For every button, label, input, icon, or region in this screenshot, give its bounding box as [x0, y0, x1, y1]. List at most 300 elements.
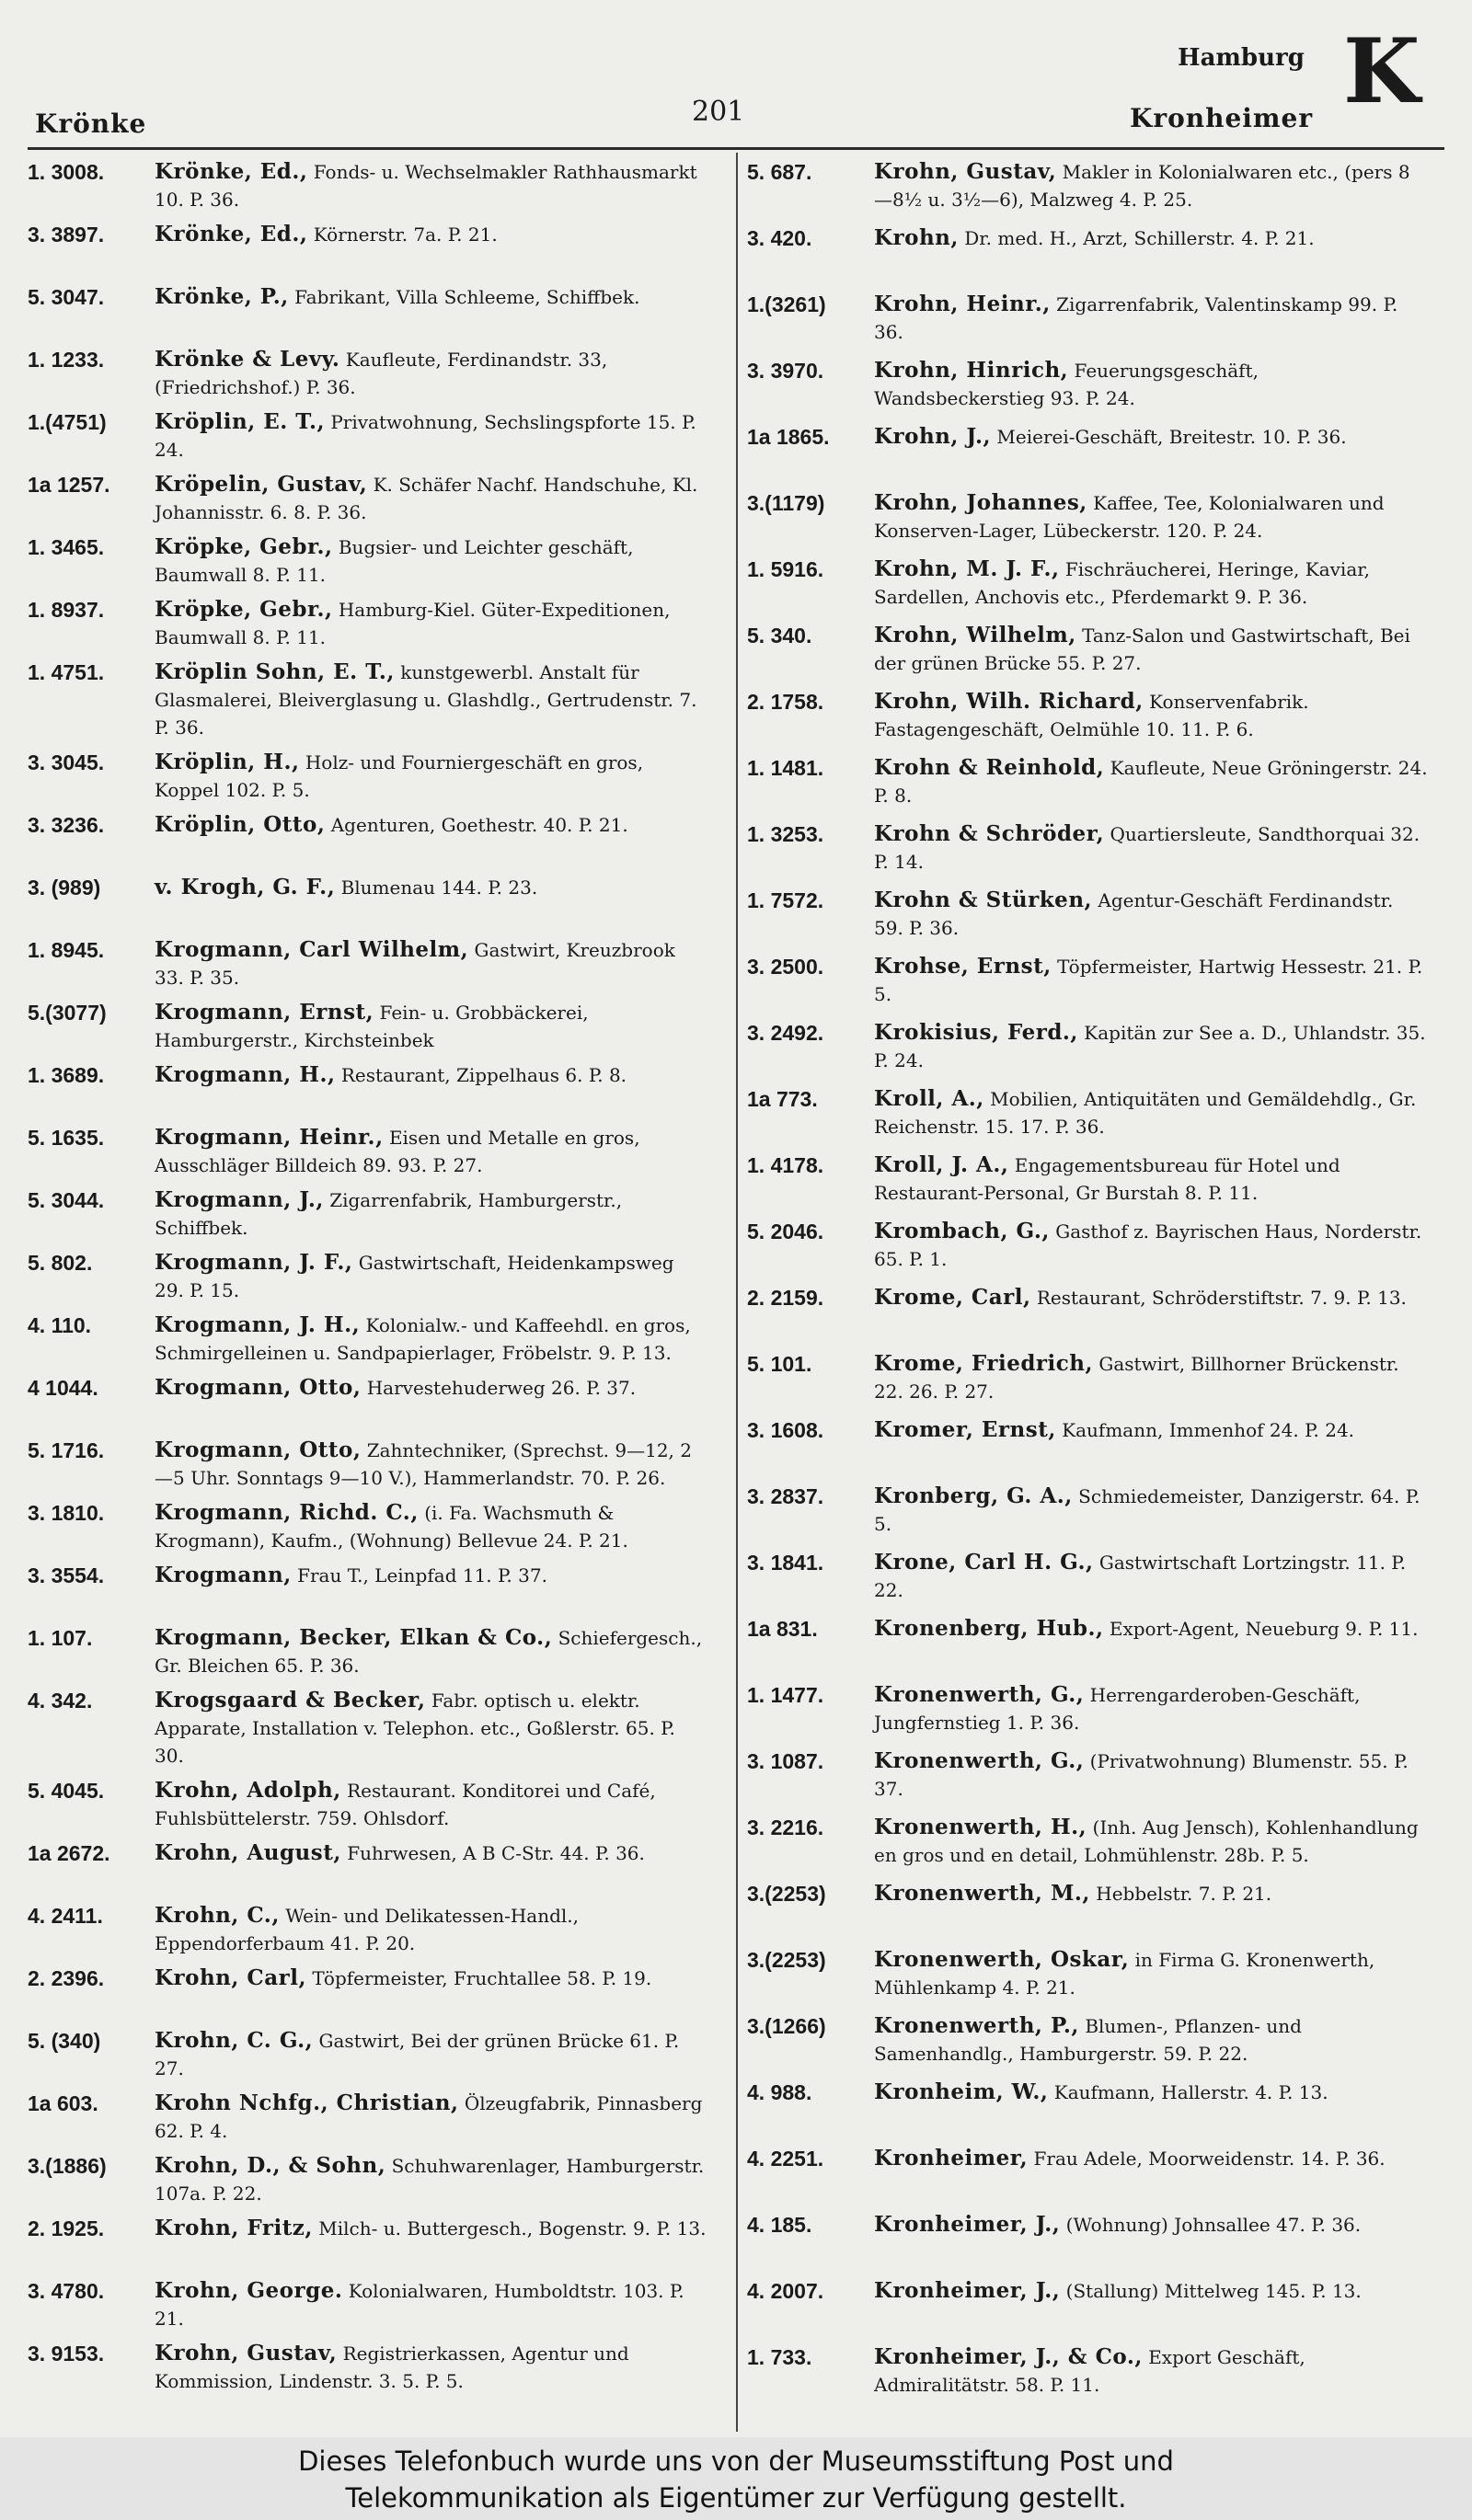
directory-entry — [747, 158, 1428, 213]
entry-phone-number: 1.(4751) — [28, 410, 107, 434]
entry-body — [874, 423, 1428, 451]
entry-name: Krogmann, Heinr., — [155, 1125, 384, 1150]
entry-name: Krombach, G., — [874, 1219, 1050, 1243]
entry-details: Zigarrenfabrik, Valentinskamp 99. P. 36. — [874, 293, 1398, 343]
entry-details: Restaurant, Zippelhaus 6. P. 8. — [340, 1064, 627, 1086]
entry-details: Kolonialwaren, Humboldtstr. 103. P. 21. — [155, 2280, 684, 2330]
entry-phone-number: 1. 3689. — [28, 1063, 105, 1087]
entry-name: Krohn, M. J. F., — [874, 556, 1060, 581]
entry-name: Krönke & Levy. — [155, 347, 340, 372]
entry-name: Krone, Carl H. G., — [874, 1550, 1094, 1575]
entry-details: Gastwirt, Billhorner Brückenstr. 22. 26. P. 27. — [874, 1353, 1399, 1403]
entry-details: Gasthof z. Bayrischen Haus, Norderstr. 65. P. 1. — [874, 1220, 1422, 1270]
directory-entry — [747, 556, 1428, 611]
entry-phone-number: 1. 4178. — [747, 1153, 824, 1177]
entry-details: Feuerungsgeschäft, Wandsbeckerstieg 93. P. 24. — [874, 360, 1259, 409]
entry-phone-number: 5.(3077) — [28, 1001, 107, 1025]
entry-details: Fabr. optisch u. elektr. Apparate, Installation v. Telephon. etc., Goßlerstr. 65. P. 30. — [155, 1690, 675, 1767]
entry-details: (Stallung) Mittelweg 145. P. 13. — [1065, 2280, 1362, 2302]
directory-entry — [28, 659, 708, 741]
directory-entry — [28, 1186, 708, 1242]
entry-phone-number: 3. 2500. — [747, 955, 824, 979]
entry-details: Fuhrwesen, A B C-Str. 44. P. 36. — [347, 1842, 645, 1864]
entry-phone-number: 4. 2251. — [747, 2147, 824, 2171]
entry-details: kunstgewerbl. Anstalt für Glasmalerei, Bleiverglasung u. Glashdlg., Gertrudenstr. 7. P. 36. — [155, 661, 697, 739]
entry-phone-number: 1a 1257. — [28, 473, 110, 497]
entry-body — [155, 659, 708, 741]
entry-body — [874, 1218, 1428, 1273]
entry-body — [874, 622, 1428, 677]
directory-entry — [747, 1218, 1428, 1273]
entry-body — [155, 1124, 708, 1179]
entry-phone-number: 3. 9153. — [28, 2342, 105, 2365]
entry-body — [155, 1437, 708, 1492]
entry-body — [155, 1839, 708, 1867]
entry-phone-number: 4 1044. — [28, 1376, 98, 1400]
entry-name: Krohn, Carl, — [155, 1965, 306, 1990]
directory-entry — [747, 754, 1428, 809]
entry-name: Krohn, C., — [155, 1903, 280, 1928]
entry-phone-number: 3. 3970. — [747, 359, 824, 383]
entry-name: Krönke, P., — [155, 284, 289, 309]
entry-body — [155, 1374, 708, 1402]
directory-entry — [747, 1416, 1428, 1472]
entry-details: Wein- und Delikatessen-Handl., Eppendorferbaum 41. P. 20. — [155, 1905, 580, 1954]
entry-phone-number: 5. 687. — [747, 160, 812, 184]
entry-phone-number: 1. 3253. — [747, 822, 824, 846]
directory-entry — [747, 1483, 1428, 1538]
entry-name: Kronenwerth, P., — [874, 2013, 1079, 2038]
entry-phone-number: 4. 342. — [28, 1689, 93, 1712]
entry-details: Herrengarderoben-Geschäft, Jungfernstieg 1. P. 36. — [874, 1684, 1361, 1734]
directory-entry — [747, 688, 1428, 743]
entry-phone-number: 4. 110. — [28, 1313, 92, 1337]
entry-body — [155, 1687, 708, 1770]
entry-name: Krohn, J., — [874, 424, 992, 449]
entry-phone-number: 5. 3044. — [28, 1188, 105, 1212]
entry-body — [874, 556, 1428, 611]
entry-name: Krohn, Gustav, — [874, 159, 1057, 184]
entry-phone-number: 2. 2396. — [28, 1966, 105, 1990]
entry-name: Krohse, Ernst, — [874, 954, 1052, 979]
entry-body — [155, 1902, 708, 1957]
entry-phone-number: 1. 107. — [28, 1626, 93, 1650]
entry-body — [874, 2145, 1428, 2172]
entry-details: (i. Fa. Wachsmuth & Krogmann), Kaufm., (Wohnung) Bellevue 24. P. 21. — [155, 1502, 628, 1552]
entry-phone-number: 3. 1608. — [747, 1418, 824, 1442]
entry-phone-number: 5. 101. — [747, 1352, 812, 1376]
section-letter: K — [1343, 19, 1420, 123]
entry-details: Export-Agent, Neueburg 9. P. 11. — [1109, 1618, 1419, 1640]
entry-phone-number: 4. 185. — [747, 2213, 812, 2237]
directory-entry — [28, 1777, 708, 1832]
directory-entry — [747, 1747, 1428, 1803]
entry-details: Konservenfabrik. Fastagengeschäft, Oelmühle 10. 11. P. 6. — [874, 691, 1309, 740]
entry-name: Krohn, Gustav, — [155, 2341, 338, 2365]
entry-name: Kronheimer, J., & Co., — [874, 2344, 1143, 2369]
entry-details: Schiefergesch., Gr. Bleichen 65. P. 36. — [155, 1627, 703, 1677]
entry-name: Kronenwerth, H., — [874, 1815, 1087, 1839]
entry-name: Krogmann, Carl Wilhelm, — [155, 937, 469, 962]
entry-body — [155, 1777, 708, 1832]
directory-entry — [747, 2277, 1428, 2332]
entry-body — [155, 1249, 708, 1304]
directory-entry — [28, 2215, 708, 2270]
entry-phone-number: 3. 2492. — [747, 1021, 824, 1045]
entry-phone-number: 3. 2216. — [747, 1816, 824, 1839]
entry-body — [155, 1312, 708, 1367]
directory-entry — [28, 596, 708, 651]
entry-body — [874, 953, 1428, 1008]
entry-name: Kröpelin, Gustav, — [155, 472, 368, 497]
entry-name: Krönke, Ed., — [155, 159, 308, 184]
entry-phone-number: 4. 2411. — [28, 1904, 103, 1928]
entry-name: Kronheimer, — [874, 2146, 1029, 2171]
entry-body — [155, 408, 708, 464]
entry-body — [874, 820, 1428, 876]
entry-body — [874, 1747, 1428, 1803]
entry-phone-number: 5. 4045. — [28, 1779, 105, 1803]
entry-details: Milch- u. Buttergesch., Bogenstr. 9. P. 13. — [318, 2217, 707, 2239]
entry-name: Krogmann, J. F., — [155, 1250, 353, 1275]
directory-entry — [28, 1687, 708, 1770]
directory-entry — [747, 1549, 1428, 1604]
directory-entry — [747, 423, 1428, 478]
entry-name: Krokisius, Ferd., — [874, 1020, 1078, 1045]
entry-phone-number: 3.(1179) — [747, 491, 825, 515]
entry-body — [155, 2027, 708, 2082]
footer-line-2: Telekommunikation als Eigentümer zur Verfügung gestellt. — [345, 2482, 1127, 2514]
directory-entry — [747, 2343, 1428, 2399]
entry-name: Krogmann, — [155, 1563, 292, 1587]
entry-details: Privatwohnung, Sechslingspforte 15. P. 24. — [155, 411, 696, 461]
entry-name: Krohn & Reinhold, — [874, 755, 1105, 780]
entry-body — [155, 1964, 708, 1992]
entry-body — [874, 158, 1428, 213]
directory-entry — [747, 2012, 1428, 2068]
entry-body — [874, 2343, 1428, 2399]
directory-entry — [28, 1902, 708, 1957]
entry-details: Fischräucherei, Heringe, Kaviar, Sardellen, Anchovis etc., Pferdemarkt 9. P. 36. — [874, 558, 1370, 608]
entry-details: Gastwirtschaft Lortzingstr. 11. P. 22. — [874, 1552, 1407, 1601]
entry-details: Körnerstr. 7a. P. 21. — [313, 223, 498, 246]
entry-details: Blumenau 144. P. 23. — [340, 876, 538, 899]
entry-name: Krohn Nchfg., Christian, — [155, 2090, 459, 2115]
right-column — [747, 158, 1428, 2410]
entry-body — [155, 936, 708, 991]
entry-name: Kronenwerth, Oskar, — [874, 1947, 1130, 1972]
entry-phone-number: 3.(1266) — [747, 2014, 826, 2038]
entry-body — [874, 357, 1428, 412]
entry-name: Krohn, D., & Sohn, — [155, 2153, 386, 2178]
entry-phone-number: 5. 340. — [747, 624, 812, 647]
entry-details: Frau Adele, Moorweidenstr. 14. P. 36. — [1033, 2148, 1386, 2170]
entry-details: Agenturen, Goethestr. 40. P. 21. — [330, 814, 628, 836]
directory-entry — [28, 1499, 708, 1554]
entry-phone-number: 1. 1477. — [747, 1683, 824, 1707]
directory-entry — [28, 1562, 708, 1617]
directory-entry — [747, 1946, 1428, 2001]
entry-details: Zigarrenfabrik, Hamburgerstr., Schiffbek. — [155, 1189, 623, 1239]
entry-body — [155, 811, 708, 839]
directory-entry — [747, 887, 1428, 942]
entry-phone-number: 1a 773. — [747, 1087, 818, 1111]
entry-body — [874, 1681, 1428, 1736]
entry-name: Kronberg, G. A., — [874, 1483, 1073, 1508]
entry-phone-number: 3. 3897. — [28, 223, 105, 246]
entry-name: Krohn, Adolph, — [155, 1778, 341, 1803]
entry-details: Mobilien, Antiquitäten und Gemäldehdlg., Gr. Reichenstr. 15. 17. P. 36. — [874, 1088, 1417, 1138]
entry-name: Krogmann, H., — [155, 1062, 336, 1087]
entry-body — [874, 1615, 1428, 1643]
entry-name: Kröplin, Otto, — [155, 812, 326, 837]
entry-name: Kröpke, Gebr., — [155, 597, 333, 622]
entry-details: Frau T., Leinpfad 11. P. 37. — [297, 1564, 547, 1586]
entry-body — [155, 158, 708, 213]
directory-entry — [28, 221, 708, 276]
entry-details: (Privatwohnung) Blumenstr. 55. P. 37. — [874, 1750, 1409, 1800]
entry-name: Krome, Carl, — [874, 1285, 1031, 1310]
entry-phone-number: 2. 1758. — [747, 690, 824, 714]
directory-entry — [747, 1019, 1428, 1074]
entry-name: Kroll, A., — [874, 1086, 984, 1111]
entry-details: in Firma G. Kronenwerth, Mühlenkamp 4. P. 21. — [874, 1949, 1375, 1999]
directory-entry — [747, 820, 1428, 876]
entry-name: Krönke, Ed., — [155, 222, 308, 246]
entry-body — [874, 2079, 1428, 2106]
entry-name: v. Krogh, G. F., — [155, 875, 336, 899]
directory-entry — [28, 408, 708, 464]
entry-phone-number: 3. 2837. — [747, 1484, 824, 1508]
entry-name: Krohn, Heinr., — [874, 292, 1051, 316]
entry-details: Schmiedemeister, Danzigerstr. 64. P. 5. — [874, 1485, 1420, 1535]
directory-entry — [28, 2152, 708, 2207]
entry-details: K. Schäfer Nachf. Handschuhe, Kl. Johannisstr. 6. 8. P. 36. — [155, 474, 698, 523]
entry-phone-number: 5. 2046. — [747, 1220, 824, 1243]
entry-phone-number: 1. 3465. — [28, 535, 105, 559]
entry-details: Fonds- u. Wechselmakler Rathhausmarkt 10. P. 36. — [155, 161, 697, 211]
entry-details: Eisen und Metalle en gros, Ausschläger Billdeich 89. 93. P. 27. — [155, 1127, 640, 1176]
entry-details: Hebbelstr. 7. P. 21. — [1096, 1883, 1272, 1905]
entry-body — [874, 1151, 1428, 1207]
entry-name: Kröpke, Gebr., — [155, 534, 333, 559]
entry-phone-number: 5. 3047. — [28, 285, 105, 309]
entry-body — [874, 887, 1428, 942]
entry-details: Blumen-, Pflanzen- und Samenhandlg., Hamburgerstr. 59. P. 22. — [874, 2015, 1302, 2065]
entry-phone-number: 1. 8937. — [28, 598, 105, 622]
entry-phone-number: 4. 988. — [747, 2080, 812, 2104]
entry-body — [874, 1019, 1428, 1074]
entry-phone-number: 1. 7572. — [747, 888, 824, 912]
entry-phone-number: 1. 733. — [747, 2345, 812, 2369]
entry-details: Gastwirt, Kreuzbrook 33. P. 35. — [155, 939, 675, 989]
entry-details: Dr. med. H., Arzt, Schillerstr. 4. P. 21. — [964, 227, 1315, 249]
directory-entry — [747, 1814, 1428, 1869]
entry-details: Kolonialw.- und Kaffeehdl. en gros, Schmirgelleinen u. Sandpapierlager, Fröbelstr. 9. P. 13. — [155, 1314, 691, 1364]
entry-phone-number: 3.(2253) — [747, 1948, 826, 1972]
entry-name: Krohn, C. G., — [155, 2028, 314, 2053]
entry-body — [155, 1624, 708, 1679]
entry-phone-number: 3. 4780. — [28, 2279, 105, 2303]
entry-name: Kronenwerth, G., — [874, 1748, 1085, 1773]
entry-details: Ölzeugfabrik, Pinnasberg 62. P. 4. — [155, 2092, 703, 2142]
entry-phone-number: 5. 1635. — [28, 1126, 105, 1150]
entry-body — [874, 1085, 1428, 1140]
entry-body — [874, 754, 1428, 809]
entry-name: Krohn, Fritz, — [155, 2216, 313, 2240]
entry-body — [874, 1946, 1428, 2001]
entry-body — [155, 1186, 708, 1242]
directory-entry — [28, 1249, 708, 1304]
entry-details: (Inh. Aug Jensch), Kohlenhandlung en gros und en detail, Lohmühlenstr. 28b. P. 5. — [874, 1816, 1419, 1866]
header-left-word: Krönke — [35, 109, 147, 139]
entry-phone-number: 3. 3236. — [28, 813, 105, 837]
directory-entry — [747, 1350, 1428, 1405]
directory-entry — [28, 1374, 708, 1429]
entry-phone-number: 3. 1087. — [747, 1749, 824, 1773]
entry-details: Registrierkassen, Agentur und Kommission, Lindenstr. 3. 5. P. 5. — [155, 2342, 629, 2392]
directory-entry — [747, 1085, 1428, 1140]
directory-entry — [28, 2090, 708, 2145]
entry-phone-number: 5. (340) — [28, 2029, 101, 2053]
entry-details: Quartiersleute, Sandthorquai 32. P. 14. — [874, 823, 1420, 873]
entry-body — [874, 2211, 1428, 2239]
entry-name: Krome, Friedrich, — [874, 1351, 1094, 1376]
entry-body — [155, 2215, 708, 2242]
entry-details: Agentur-Geschäft Ferdinandstr. 59. P. 36. — [874, 889, 1394, 939]
directory-entry — [28, 936, 708, 991]
entry-details: Restaurant, Schröderstiftstr. 7. 9. P. 13. — [1036, 1287, 1407, 1309]
entry-phone-number: 3.(2253) — [747, 1882, 826, 1906]
entry-body — [874, 2012, 1428, 2068]
entry-body — [155, 749, 708, 804]
directory-entry — [747, 1284, 1428, 1339]
entry-name: Krohn, Wilh. Richard, — [874, 689, 1144, 714]
directory-entry — [28, 874, 708, 929]
entry-name: Krohn & Stürken, — [874, 888, 1093, 912]
entry-name: Krogmann, Richd. C., — [155, 1500, 419, 1525]
entry-details: Kapitän zur See a. D., Uhlandstr. 35. P. 24. — [874, 1022, 1426, 1071]
directory-entry — [28, 283, 708, 338]
entry-details: Hamburg-Kiel. Güter-Expeditionen, Baumwall 8. P. 11. — [155, 599, 671, 648]
entry-phone-number: 3. (989) — [28, 876, 101, 899]
entry-body — [155, 2277, 708, 2332]
entry-body — [155, 1499, 708, 1554]
entry-body — [874, 224, 1428, 252]
entry-details: Kaffee, Tee, Kolonialwaren und Konserven-Lager, Lübeckerstr. 120. P. 24. — [874, 492, 1385, 542]
directory-entry — [747, 1615, 1428, 1670]
entry-name: Krohn, George. — [155, 2278, 343, 2303]
entry-body — [155, 221, 708, 248]
entry-name: Kronheimer, J., — [874, 2212, 1061, 2237]
entry-phone-number: 2. 2159. — [747, 1286, 824, 1310]
header-city: Hamburg — [1178, 44, 1305, 72]
directory-entry — [747, 1681, 1428, 1736]
entry-details: Zahntechniker, (Sprechst. 9—12, 2—5 Uhr. Sonntags 9—10 V.), Hammerlandstr. 70. P. 26. — [155, 1439, 692, 1489]
entry-phone-number: 4. 2007. — [747, 2279, 824, 2303]
header-right-word: Kronheimer — [1130, 103, 1314, 133]
entry-name: Krogsgaard & Becker, — [155, 1688, 426, 1712]
entry-phone-number: 1a 1865. — [747, 425, 830, 449]
directory-entry — [28, 2277, 708, 2332]
header-rule — [28, 147, 1444, 150]
directory-entry — [28, 471, 708, 526]
entry-phone-number: 3. 1841. — [747, 1551, 824, 1575]
entry-details: Makler in Kolonialwaren etc., (pers 8—8½ u. 3½—6), Malzweg 4. P. 25. — [874, 161, 1410, 211]
entry-phone-number: 1. 1233. — [28, 348, 105, 372]
entry-details: Restaurant. Konditorei und Café, Fuhlsbüttelerstr. 759. Ohlsdorf. — [155, 1780, 656, 1829]
entry-body — [155, 874, 708, 901]
entry-details: Fein- u. Grobbäckerei, Hamburgerstr., Kirchsteinbek — [155, 1002, 589, 1051]
entry-body — [874, 2277, 1428, 2305]
entry-name: Kroll, J. A., — [874, 1152, 1009, 1177]
entry-phone-number: 3. 1810. — [28, 1501, 105, 1525]
directory-entry — [28, 1839, 708, 1895]
left-column — [28, 158, 708, 2402]
directory-entry — [747, 489, 1428, 544]
entry-body — [874, 1483, 1428, 1538]
entry-details: Bugsier- und Leichter geschäft, Baumwall 8. P. 11. — [155, 536, 634, 586]
entry-name: Kronenberg, Hub., — [874, 1616, 1104, 1641]
entry-phone-number: 1. 5916. — [747, 557, 824, 581]
entry-body — [874, 1284, 1428, 1312]
entry-details: Töpfermeister, Fruchtallee 58. P. 19. — [312, 1967, 652, 1989]
directory-entry — [28, 1312, 708, 1367]
entry-body — [155, 283, 708, 311]
directory-entry — [28, 2340, 708, 2395]
directory-entry — [747, 1880, 1428, 1935]
entry-details: Kaufleute, Neue Gröningerstr. 24. P. 8. — [874, 757, 1428, 807]
entry-body — [155, 346, 708, 401]
directory-entry — [28, 999, 708, 1054]
footer-notice — [0, 2437, 1472, 2520]
entry-body — [155, 2090, 708, 2145]
entry-phone-number: 1a 2672. — [28, 1841, 110, 1865]
entry-name: Krohn & Schröder, — [874, 821, 1105, 846]
entry-details: Kaufleute, Ferdinandstr. 33, (Friedrichshof.) P. 36. — [155, 349, 608, 398]
entry-details: Gastwirtschaft, Heidenkampsweg 29. P. 15. — [155, 1252, 674, 1301]
entry-body — [155, 596, 708, 651]
entry-body — [155, 999, 708, 1054]
entry-name: Krogmann, Ernst, — [155, 1000, 374, 1025]
entry-body — [874, 1880, 1428, 1907]
entry-body — [874, 1350, 1428, 1405]
directory-entry — [747, 357, 1428, 412]
entry-details: Kaufmann, Immenhof 24. P. 24. — [1062, 1419, 1355, 1441]
entry-name: Kronenwerth, M., — [874, 1881, 1090, 1906]
entry-name: Krohn, Hinrich, — [874, 358, 1069, 383]
entry-details: Kaufmann, Hallerstr. 4. P. 13. — [1053, 2081, 1328, 2103]
entry-phone-number: 3. 420. — [747, 226, 812, 250]
entry-body — [155, 1061, 708, 1089]
directory-entry — [28, 749, 708, 804]
entry-phone-number: 5. 1716. — [28, 1438, 105, 1462]
directory-entry — [28, 811, 708, 866]
entry-body — [155, 1562, 708, 1589]
entry-phone-number: 1. 8945. — [28, 938, 105, 962]
entry-details: Tanz-Salon und Gastwirtschaft, Bei der grünen Brücke 55. P. 27. — [874, 624, 1410, 674]
directory-entry — [28, 1624, 708, 1679]
directory-entry — [747, 622, 1428, 677]
entry-name: Kronenwerth, G., — [874, 1682, 1085, 1707]
entry-body — [874, 489, 1428, 544]
directory-entry — [747, 224, 1428, 280]
entry-name: Kromer, Ernst, — [874, 1417, 1056, 1442]
entry-name: Krohn, Wilhelm, — [874, 623, 1076, 647]
directory-entry — [28, 533, 708, 589]
entry-phone-number: 3. 3554. — [28, 1564, 105, 1587]
entry-name: Kröplin, E. T., — [155, 409, 325, 434]
